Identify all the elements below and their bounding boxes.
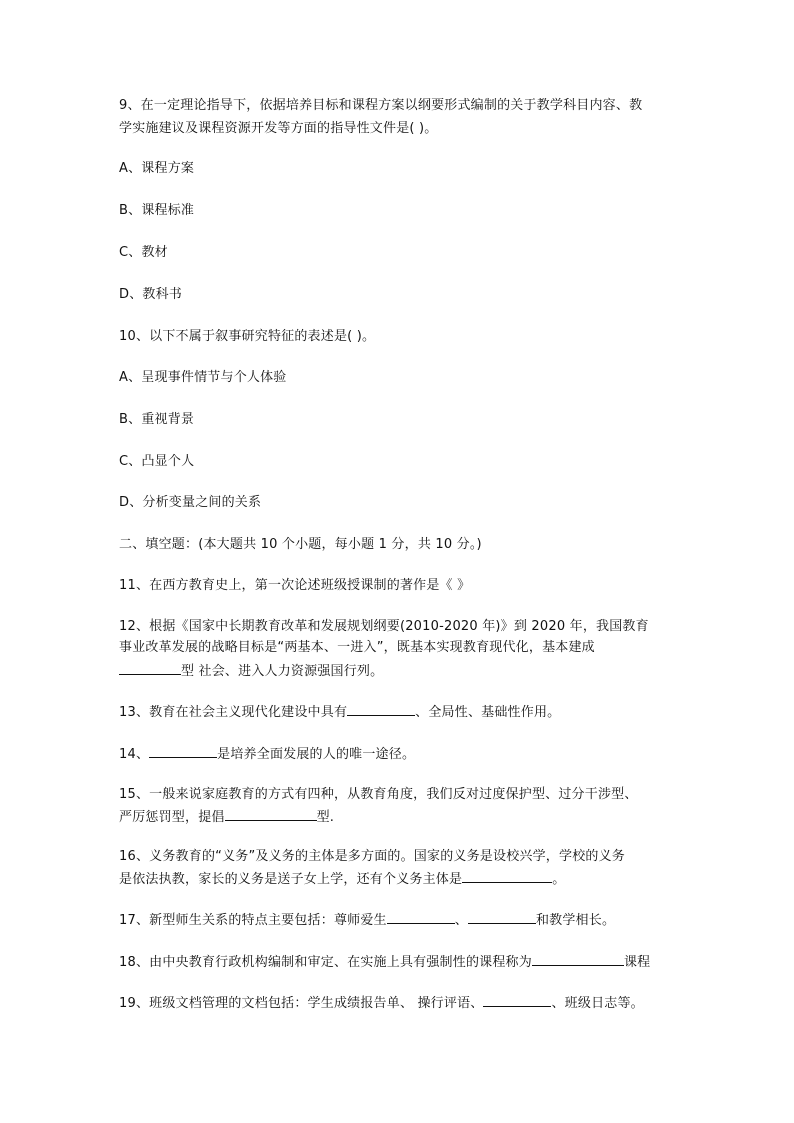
q16-stem-line1: 16、义务教育的“义务”及义务的主体是多方面的。国家的义务是设校兴学，学校的义务	[119, 849, 626, 864]
q18-stem	[119, 953, 650, 971]
q16-answer-blank	[462, 870, 552, 883]
q17-text-middle: 、	[454, 913, 468, 928]
q9-option-a: A、课程方案	[119, 161, 195, 176]
q15-stem-line1: 15、一般来说家庭教育的方式有四种，从教育角度，我们反对过度保护型、过分干涉型、	[119, 787, 638, 802]
q18-answer-blank	[532, 953, 624, 966]
q10-option-b: B、重视背景	[119, 412, 195, 427]
q19-text-after: 、班级日志等。	[551, 996, 644, 1011]
q17-text-before: 17、新型师生关系的特点主要包括：尊师爱生	[119, 913, 387, 928]
q19-stem	[119, 994, 644, 1012]
q17-answer-blank-1	[387, 911, 455, 924]
q17-answer-blank-2	[468, 911, 536, 924]
q10-stem: 10、以下不属于叙事研究特征的表述是( )。	[119, 329, 376, 344]
q13-text-after: 、全局性、基础性作用。	[415, 705, 561, 720]
q11-stem: 11、在西方教育史上，第一次论述班级授课制的著作是《 》	[119, 578, 471, 593]
q10-option-a: A、呈现事件情节与个人体验	[119, 370, 287, 385]
q12-stem-line3-text: 型 社会、进入人力资源强国行列。	[181, 664, 384, 679]
q18-text-before: 18、由中央教育行政机构编制和审定、在实施上具有强制性的课程称为	[119, 955, 532, 970]
q13-stem	[119, 703, 560, 721]
q9-option-b: B、课程标准	[119, 203, 195, 218]
q14-text-after: 是培养全面发展的人的唯一途径。	[217, 747, 416, 762]
q17-stem	[119, 911, 615, 929]
q15-answer-blank	[225, 808, 317, 821]
q19-text-before: 19、班级文档管理的文档包括：学生成绩报告单、 操行评语、	[119, 996, 484, 1011]
q12-stem-line1: 12、根据《国家中长期教育改革和发展规划纲要(2010-2020 年)》到 2020 年，我国教育	[119, 619, 649, 634]
q12-stem-line2: 事业改革发展的战略目标是“两基本、一进入”，既基本实现教育现代化，基本建成	[119, 640, 595, 655]
q16-stem-line2	[119, 870, 565, 888]
q13-answer-blank	[347, 703, 415, 716]
q9-option-c: C、教材	[119, 245, 168, 260]
q16-text-before: 是依法执教，家长的义务是送子女上学，还有个义务主体是	[119, 872, 463, 887]
q16-text-after: 。	[552, 872, 566, 887]
q12-answer-blank	[119, 662, 181, 675]
section-heading: 二、填空题：(本大题共 10 个小题，每小题 1 分，共 10 分。)	[119, 537, 482, 552]
q17-text-after: 和教学相长。	[535, 913, 616, 928]
q14-stem	[119, 745, 415, 763]
q10-option-c: C、凸显个人	[119, 454, 195, 469]
q15-stem-line2	[119, 808, 334, 826]
q10-option-d: D、分析变量之间的关系	[119, 495, 262, 510]
q13-text-before: 13、教育在社会主义现代化建设中具有	[119, 705, 348, 720]
q9-stem-line1: 9、在一定理论指导下，依据培养目标和课程方案以纲要形式编制的关于教学科目内容、教	[119, 98, 643, 113]
q12-stem-line3	[119, 662, 383, 680]
q15-text-before: 严厉惩罚型，提倡	[119, 810, 225, 825]
q9-option-d: D、教科书	[119, 287, 183, 302]
q9-stem-line2: 学实施建议及课程资源开发等方面的指导性文件是( )。	[119, 121, 438, 136]
q19-answer-blank	[483, 994, 551, 1007]
q18-text-after: 课程	[623, 955, 651, 970]
q15-text-after: 型.	[316, 810, 335, 825]
q14-answer-blank	[149, 745, 217, 758]
q14-text-before: 14、	[119, 747, 150, 762]
